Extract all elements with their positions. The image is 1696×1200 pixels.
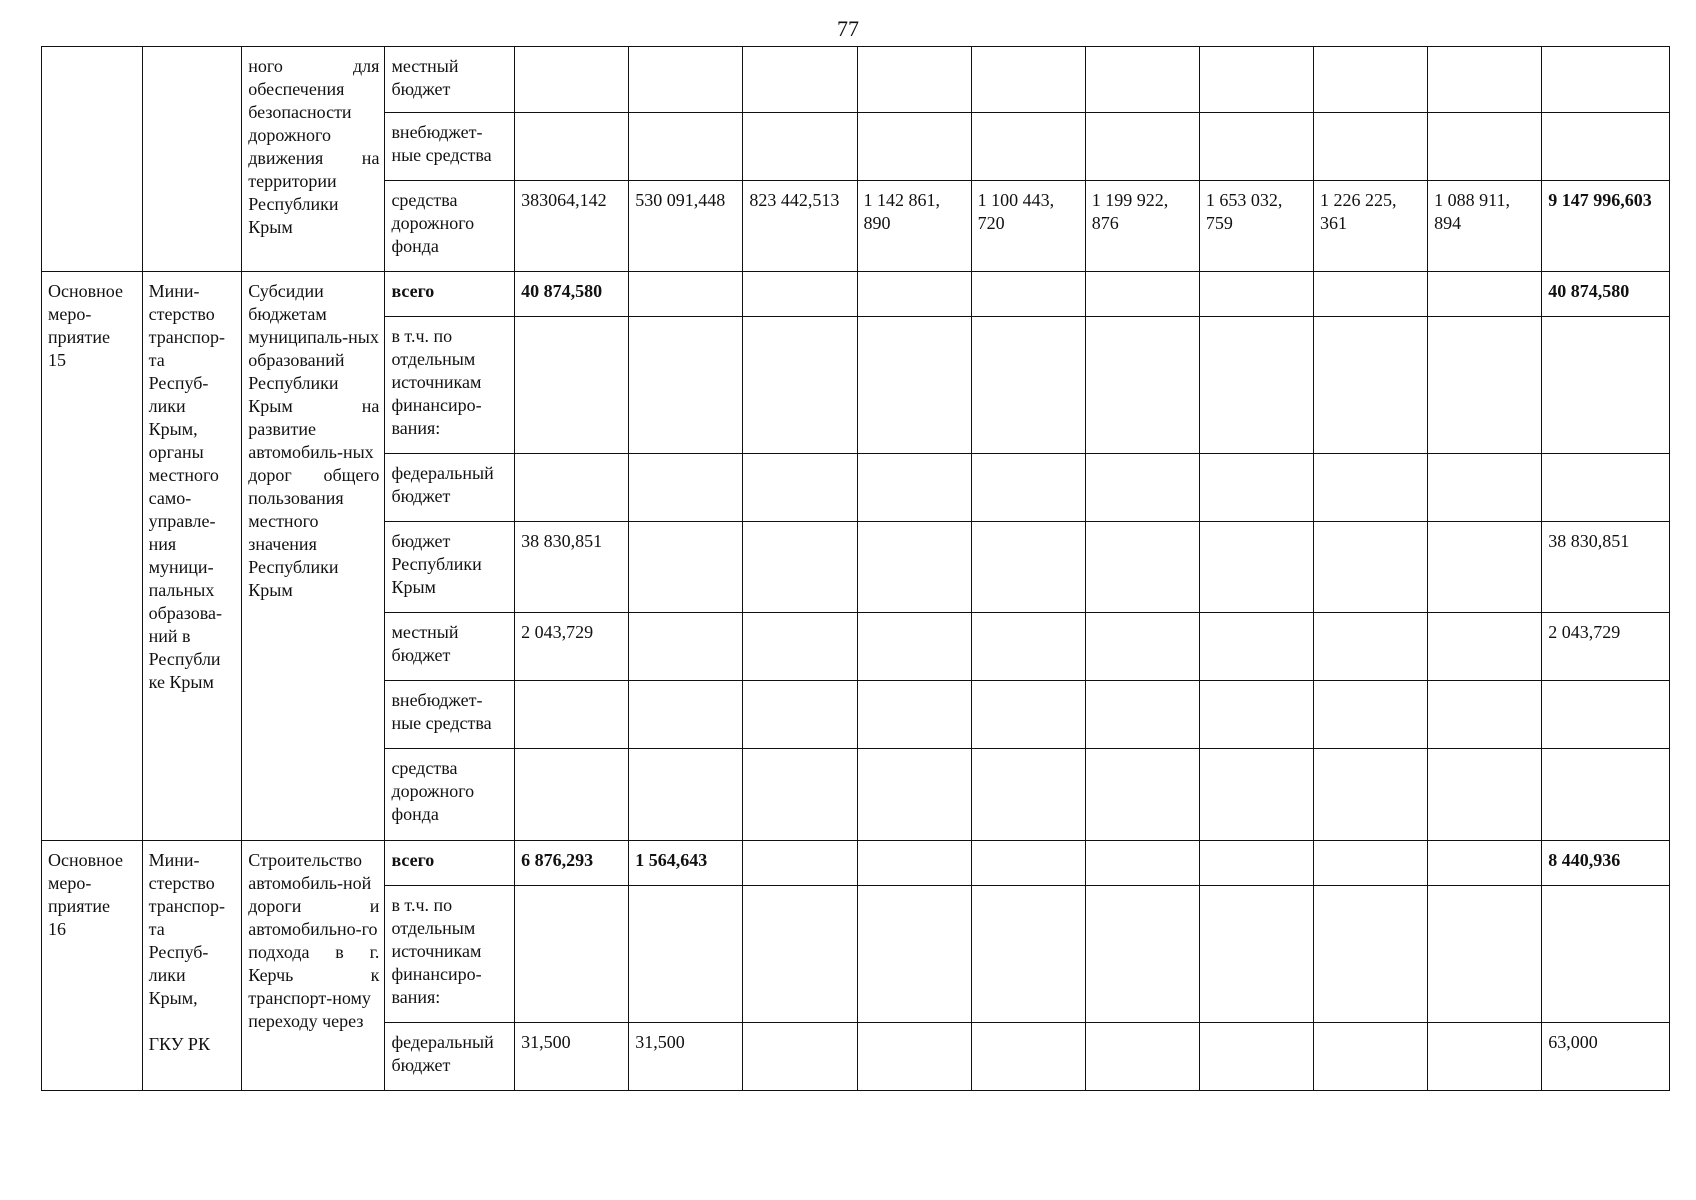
total-cell [1542,454,1670,522]
executor-cell [142,841,242,1091]
value-cell [629,613,743,681]
funding-source: средства дорожного фонда [385,181,515,272]
description-cell: Строительство автомобиль-ной дороги и автомобильно-го подхода в г. Керчь к транспорт-ному переходу через [242,841,385,1091]
value-cell [1314,841,1428,886]
value-cell [1085,841,1199,886]
executor-line: стерство [148,873,215,893]
value-cell [1428,886,1542,1023]
activity-name-line: меро- [48,304,92,324]
executor-line: Респуб- [148,373,209,393]
value-cell [1428,113,1542,181]
executor-line: ГКУ РК [148,1034,210,1054]
value-cell [1314,454,1428,522]
value-cell [1085,113,1199,181]
value-cell [743,47,857,113]
value-cell [857,681,971,749]
value-cell [629,886,743,1023]
total-cell: 40 874,580 [1542,272,1670,317]
activity-name-line: приятие [48,896,111,916]
value-cell [629,749,743,841]
value-cell [971,272,1085,317]
value-cell [857,886,971,1023]
value-cell [971,113,1085,181]
value-cell: 6 876,293 [515,841,629,886]
executor-line: Крым, [148,988,198,1008]
activity-name-line: Основное [48,281,123,301]
value-cell [857,113,971,181]
value-cell: 1 088 911, 894 [1428,181,1542,272]
value-cell [971,613,1085,681]
value-cell: 31,500 [515,1023,629,1091]
value-cell [1428,841,1542,886]
value-cell [1199,749,1313,841]
value-cell [1085,1023,1199,1091]
executor-line: та [148,350,165,370]
activity-name-line: Основное [48,850,123,870]
value-cell [971,454,1085,522]
value-cell: 1 142 861, 890 [857,181,971,272]
activity-name-line: меро- [48,873,92,893]
value-cell [743,272,857,317]
total-cell [1542,317,1670,454]
value-cell [857,454,971,522]
value-cell [1199,113,1313,181]
activity-name-cell [42,272,143,841]
value-cell: 1 564,643 [629,841,743,886]
value-cell [857,317,971,454]
total-cell [1542,749,1670,841]
page-number: 77 [837,16,859,41]
value-cell [1314,886,1428,1023]
value-cell: 1 226 225, 361 [1314,181,1428,272]
value-cell [971,681,1085,749]
value-cell [1199,841,1313,886]
value-cell: 1 199 922, 876 [1085,181,1199,272]
value-cell [1199,886,1313,1023]
value-cell [743,749,857,841]
executor-line: органы [148,442,204,462]
value-cell [1085,681,1199,749]
value-cell [743,886,857,1023]
funding-source: всего [385,272,515,317]
value-cell [1314,47,1428,113]
value-cell [1085,317,1199,454]
funding-source: бюджет Республики Крым [385,522,515,613]
funding-source: местный бюджет [385,47,515,113]
value-cell [857,841,971,886]
value-cell [1428,1023,1542,1091]
activity-name-line: 16 [48,919,66,939]
description-cell: Субсидии бюджетам муниципаль-ных образований Республики Крым на развитие автомобиль-ных дорог общего пользования местного значения Республики Крым [242,272,385,841]
executor-line: транспор- [148,327,225,347]
executor-line: та [148,919,165,939]
value-cell [743,317,857,454]
value-cell [1428,317,1542,454]
executor-cell [142,47,242,272]
description-line: обеспечения [248,79,345,99]
value-cell [1199,272,1313,317]
value-cell [515,681,629,749]
table-row [42,272,1670,317]
value-cell: 530 091,448 [629,181,743,272]
executor-line: пальных [148,580,215,600]
value-cell [971,1023,1085,1091]
executor-line: лики [148,396,186,416]
value-cell [629,681,743,749]
funding-source: местный бюджет [385,613,515,681]
value-cell [1199,613,1313,681]
value-cell [743,613,857,681]
value-cell [515,47,629,113]
total-cell: 63,000 [1542,1023,1670,1091]
funding-source: в т.ч. по отдельным источникам финансиро-вания: [385,317,515,454]
value-cell [743,841,857,886]
funding-source: внебюджет-ные средства [385,681,515,749]
executor-line: Мини- [148,281,200,301]
total-cell [1542,113,1670,181]
value-cell [1314,317,1428,454]
value-cell [1085,454,1199,522]
value-cell [1199,454,1313,522]
total-cell: 2 043,729 [1542,613,1670,681]
activity-name-line: 15 [48,350,66,370]
value-cell [971,749,1085,841]
value-cell [743,681,857,749]
value-cell [857,272,971,317]
total-cell [1542,886,1670,1023]
value-cell: 1 100 443, 720 [971,181,1085,272]
value-cell [971,522,1085,613]
value-cell [629,317,743,454]
funding-source: в т.ч. по отдельным источникам финансиро-вания: [385,886,515,1023]
description-cell [242,47,385,272]
executor-line: местного [148,465,219,485]
value-cell [629,454,743,522]
value-cell [743,113,857,181]
description-line: территории [248,171,337,191]
executor-line: ния [148,534,177,554]
description-line: движения на [248,148,380,168]
value-cell [1428,681,1542,749]
value-cell [971,886,1085,1023]
value-cell: 31,500 [629,1023,743,1091]
value-cell [1428,47,1542,113]
value-cell [1314,522,1428,613]
executor-line: Республи [148,649,221,669]
description-line: ного для [248,56,380,76]
funding-source: федеральный бюджет [385,1023,515,1091]
executor-cell [142,272,242,841]
value-cell [1199,1023,1313,1091]
value-cell [857,47,971,113]
total-cell: 38 830,851 [1542,522,1670,613]
value-cell [1428,272,1542,317]
value-cell [1314,749,1428,841]
value-cell [971,47,1085,113]
value-cell [629,522,743,613]
value-cell [1428,613,1542,681]
value-cell [1199,681,1313,749]
value-cell [629,272,743,317]
value-cell [743,454,857,522]
total-cell [1542,47,1670,113]
value-cell [629,47,743,113]
value-cell: 383064,142 [515,181,629,272]
value-cell [1428,749,1542,841]
value-cell [1085,613,1199,681]
description-line: дорожного [248,125,331,145]
executor-line: транспор- [148,896,225,916]
value-cell [971,317,1085,454]
value-cell [515,113,629,181]
table-row [42,47,1670,113]
value-cell [1085,886,1199,1023]
executor-line: лики [148,965,186,985]
value-cell: 2 043,729 [515,613,629,681]
funding-source: федеральный бюджет [385,454,515,522]
description-line: Республики [248,194,339,214]
value-cell [1314,113,1428,181]
activity-name-line: приятие [48,327,111,347]
value-cell [629,113,743,181]
executor-line: Крым, [148,419,198,439]
value-cell: 823 442,513 [743,181,857,272]
value-cell: 1 653 032, 759 [1199,181,1313,272]
value-cell [743,1023,857,1091]
funding-source: внебюджет-ные средства [385,113,515,181]
value-cell [1085,749,1199,841]
value-cell [1199,522,1313,613]
description-line: Крым [248,217,293,237]
table-row [42,841,1670,886]
funding-source: средства дорожного фонда [385,749,515,841]
activity-name-cell [42,841,143,1091]
value-cell [857,749,971,841]
spacer [149,1010,237,1033]
executor-line: стерство [148,304,215,324]
total-cell [1542,681,1670,749]
value-cell [1085,272,1199,317]
executor-line: само- [148,488,192,508]
value-cell [515,886,629,1023]
executor-line: муници- [148,557,214,577]
financing-table [41,46,1670,1091]
activity-name-cell [42,47,143,272]
value-cell [857,613,971,681]
value-cell [515,749,629,841]
value-cell: 40 874,580 [515,272,629,317]
value-cell [1314,681,1428,749]
value-cell [1314,613,1428,681]
executor-line: Респуб- [148,942,209,962]
value-cell [1085,522,1199,613]
value-cell [1199,47,1313,113]
executor-line: Мини- [148,850,200,870]
value-cell [971,841,1085,886]
value-cell [1314,272,1428,317]
executor-line: образова- [148,603,223,623]
executor-line: ке Крым [148,672,214,692]
table-body [42,47,1670,1091]
executor-line: ний в [148,626,191,646]
value-cell [1314,1023,1428,1091]
value-cell [743,522,857,613]
value-cell [1199,317,1313,454]
value-cell [515,454,629,522]
value-cell [857,522,971,613]
executor-line: управле- [148,511,216,531]
value-cell: 38 830,851 [515,522,629,613]
value-cell [1428,454,1542,522]
value-cell [515,317,629,454]
value-cell [1428,522,1542,613]
total-cell: 8 440,936 [1542,841,1670,886]
description-line: безопасности [248,102,352,122]
value-cell [1085,47,1199,113]
funding-source: всего [385,841,515,886]
value-cell [857,1023,971,1091]
total-cell: 9 147 996,603 [1542,181,1670,272]
